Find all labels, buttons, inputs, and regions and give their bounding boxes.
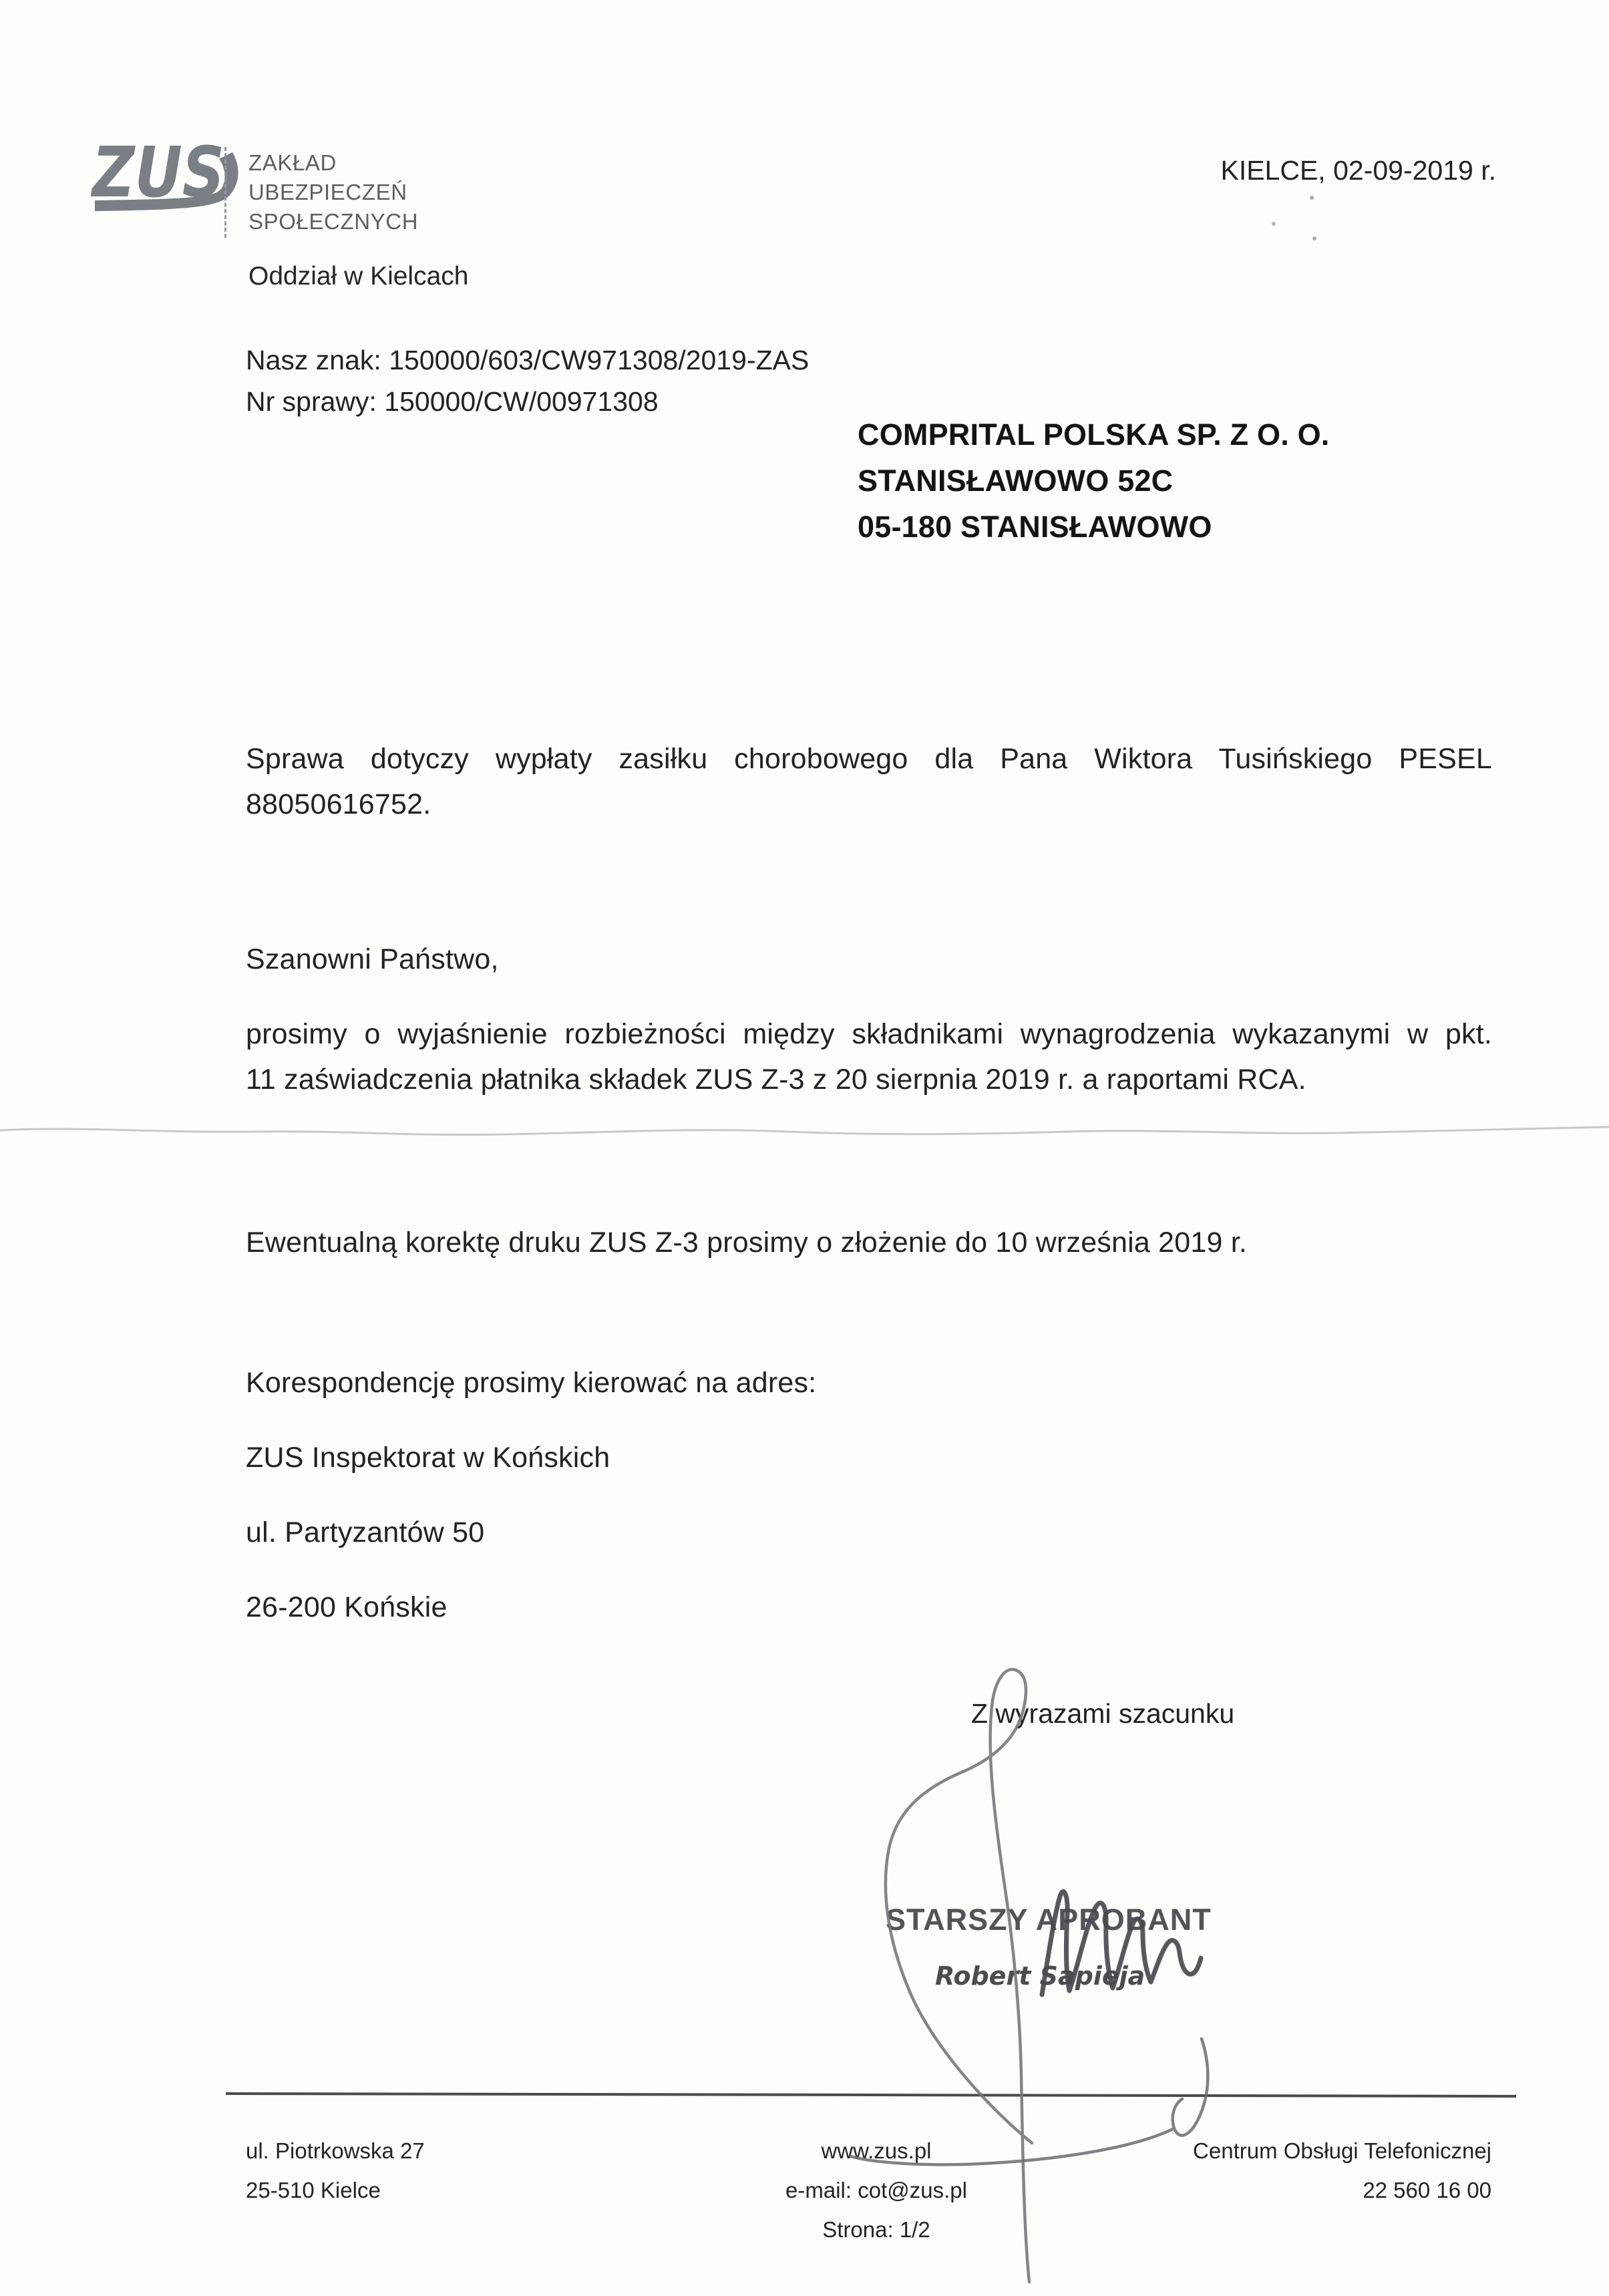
- branch-name: Oddział w Kielcach: [248, 262, 469, 291]
- scan-speck: [1312, 236, 1316, 240]
- case-number: Nr sprawy: 150000/CW/00971308: [246, 386, 659, 417]
- correspondence-office: ZUS Inspektorat w Końskich: [246, 1442, 610, 1474]
- scan-speck: [1272, 222, 1276, 226]
- signer-title: STARSZY APROBANT: [886, 1903, 1212, 1937]
- closing-phrase: Z wyrazami szacunku: [971, 1698, 1235, 1729]
- crease-line: [0, 1127, 1609, 1135]
- correction-deadline: Ewentualną korektę druku ZUS Z-3 prosimy o złożenie do 10 września 2019 r.: [246, 1226, 1248, 1259]
- zus-logo: [90, 139, 243, 229]
- footer-email: e-mail: cot@zus.pl: [785, 2178, 967, 2202]
- subject-line-1: Sprawa dotyczy wypłaty zasiłku chorobowego dla Pana Wiktora Tusińskiego PESEL: [246, 743, 1492, 775]
- correspondence-intro: Korespondencję prosimy kierować na adres:: [246, 1367, 817, 1399]
- letterhead-divider: [224, 147, 226, 238]
- recipient-address: [858, 412, 1330, 550]
- footer-callcenter-label: Centrum Obsługi Telefonicznej: [1193, 2138, 1491, 2163]
- recipient-street: STANISŁAWOWO 52C: [858, 464, 1174, 498]
- recipient-company: COMPRITAL POLSKA SP. Z O. O.: [858, 418, 1330, 452]
- correspondence-street: ul. Partyzantów 50: [246, 1516, 485, 1548]
- signer-name: Robert Sapieja: [935, 1961, 1145, 1991]
- correspondence-city: 26-200 Końskie: [246, 1591, 448, 1623]
- subject-line-2: 88050616752.: [246, 788, 431, 820]
- footer-right-column: [1124, 2131, 1491, 2210]
- footer-page-number: Strona: 1/2: [822, 2217, 930, 2242]
- org-line-3: SPOŁECZNYCH: [248, 209, 419, 234]
- request-line-1: prosimy o wyjaśnienie rozbieżności między składnikami wynagrodzenia wykazanymi w pkt.: [246, 1018, 1492, 1050]
- footer-left-column: [246, 2131, 425, 2210]
- salutation: Szanowni Państwo,: [246, 943, 499, 975]
- our-reference: Nasz znak: 150000/603/CW971308/2019-ZAS: [246, 345, 810, 375]
- footer-center-column: [743, 2131, 1010, 2249]
- footer-city: 25-510 Kielce: [246, 2178, 381, 2202]
- footer-street: ul. Piotrkowska 27: [246, 2138, 425, 2163]
- scan-speck: [1310, 196, 1314, 200]
- org-line-1: ZAKŁAD: [248, 150, 337, 175]
- org-line-2: UBEZPIECZEŃ: [248, 180, 407, 204]
- request-line-2: 11 zaświadczenia płatnika składek ZUS Z-3 z 20 sierpnia 2019 r. a raportami RCA.: [246, 1063, 1306, 1096]
- zus-logo-text: ZUS: [90, 139, 224, 213]
- organization-name: [248, 148, 418, 236]
- footer-phone: 22 560 16 00: [1363, 2178, 1491, 2202]
- letter-date: KIELCE, 02-09-2019 r.: [1220, 155, 1496, 186]
- footer-rule: [226, 2092, 1516, 2098]
- recipient-city: 05-180 STANISŁAWOWO: [858, 510, 1212, 544]
- footer-website: www.zus.pl: [821, 2138, 932, 2163]
